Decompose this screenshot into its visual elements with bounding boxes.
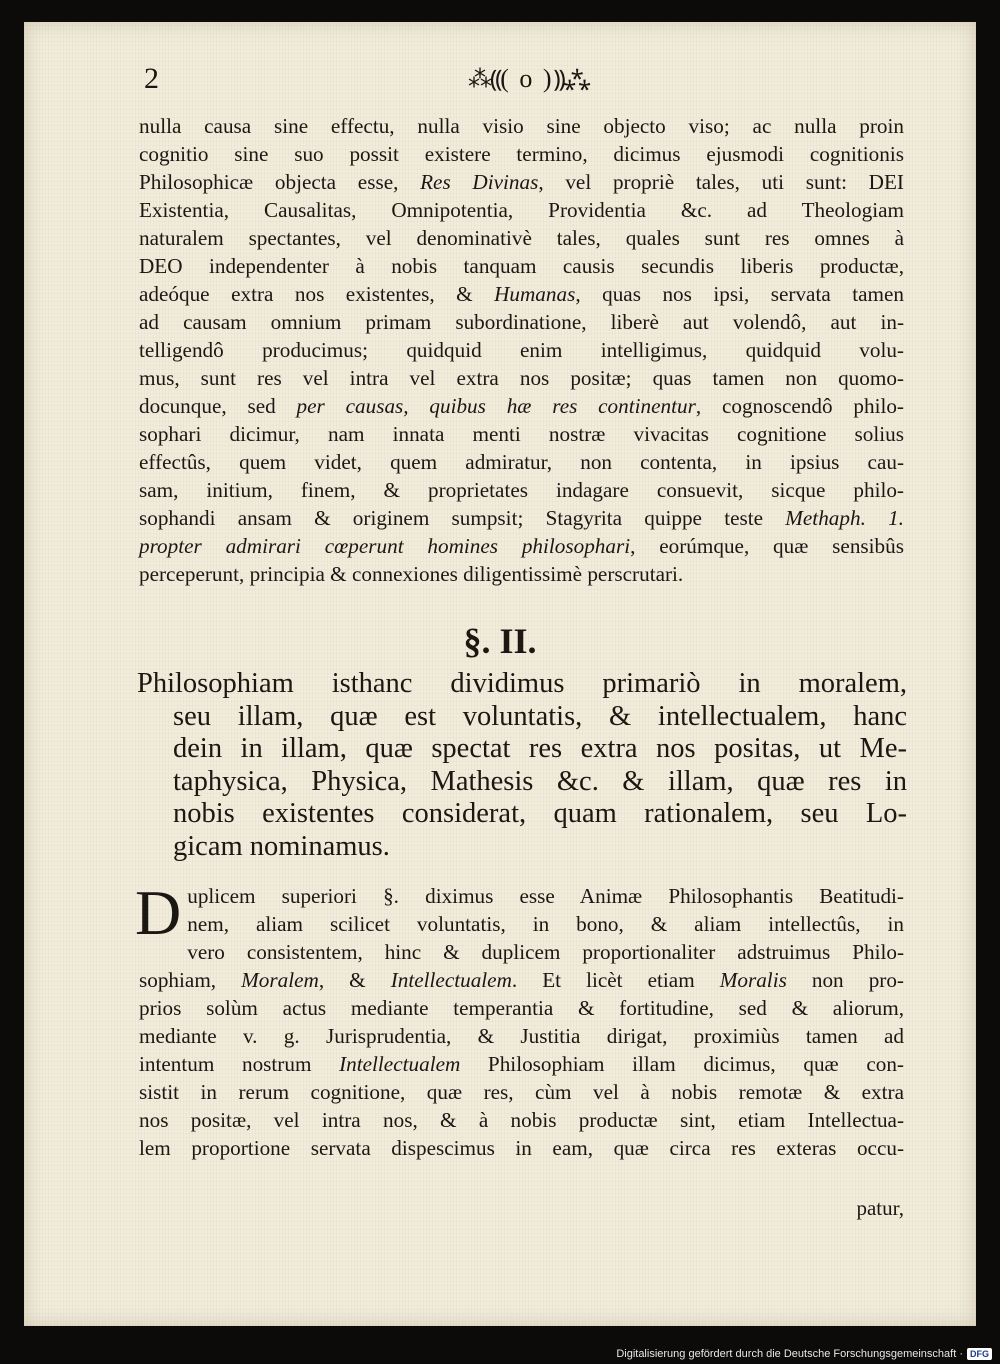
paragraph-1: [139, 112, 904, 588]
text-line: adeóque extra nos existentes, & Humanas, quas nos ipsi, servata tamen: [139, 282, 904, 306]
ornament-left: ⁂⸨: [468, 67, 501, 93]
ornament-right: ⸩⁂: [553, 67, 589, 93]
text-line: propter admirari cœperunt homines philosophari, eorúmque, quæ sensibûs: [139, 534, 904, 558]
text-line: intentum nostrum Intellectualem Philosophiam illam dicimus, quæ con-: [139, 1052, 904, 1076]
thesis-line: gicam nominamus.: [173, 830, 390, 862]
digitization-credit: [616, 1348, 992, 1360]
text-line: sophandi ansam & originem sumpsit; Stagyrita quippe teste Methaph. 1.: [139, 506, 904, 530]
text-line: sam, initium, finem, & proprietates indagare consuevit, sicque philo-: [139, 478, 904, 502]
thesis-line: seu illam, quæ est voluntatis, & intellectualem, hanc: [173, 700, 907, 732]
thesis-line: taphysica, Physica, Mathesis &c. & illam, quæ res in: [173, 765, 907, 797]
text-line: perceperunt, principia & connexiones diligentissimè perscrutari.: [139, 562, 684, 586]
text-line: prios solùm actus mediante temperantia & fortitudine, sed & aliorum,: [139, 996, 904, 1020]
text-line: nem, aliam scilicet voluntatis, in bono, & aliam intellectûs, in: [187, 912, 904, 936]
page-number: 2: [144, 62, 159, 95]
text-line: mus, sunt res vel intra vel extra nos positæ; quas tamen non quomo-: [139, 366, 904, 390]
header-ornament: [468, 62, 589, 95]
text-line: effectûs, quem videt, quem admiratur, non contenta, in ipsius cau-: [139, 450, 904, 474]
ornament-center: ( o ): [500, 64, 554, 93]
drop-cap: D: [135, 877, 182, 948]
text-line: sophiam, Moralem, & Intellectualem. Et licèt etiam Moralis non pro-: [139, 968, 904, 992]
paragraph-2: [135, 877, 904, 1162]
text-line: vero consistentem, hinc & duplicem proportionaliter adstruimus Philo-: [187, 940, 904, 964]
text-line: telligendô producimus; quidquid enim intelligimus, quidquid volu-: [139, 338, 904, 362]
section-heading: §. II.: [463, 621, 537, 661]
text-line: lem proportione servata dispescimus in eam, quæ circa res exteras occu-: [139, 1136, 904, 1160]
text-line: cognitio sine suo possit existere termino, dicimus ejusmodi cognitionis: [139, 142, 904, 166]
text-line: nos positæ, vel intra nos, & à nobis productæ sint, etiam Intellectua-: [139, 1108, 904, 1132]
footer-text: Digitalisierung gefördert durch die Deutsche Forschungsgemeinschaft ·: [616, 1348, 963, 1360]
text-line: sophari dicimur, nam innata menti nostræ vivacitas cognitione solius: [139, 422, 904, 446]
thesis-line: nobis existentes considerat, quam rationalem, seu Lo-: [173, 798, 907, 829]
dfg-logo: DFG: [967, 1348, 992, 1360]
text-line: nulla causa sine effectu, nulla visio sine objecto viso; ac nulla proin: [139, 114, 904, 138]
text-line: docunque, sed per causas, quibus hæ res continentur, cognoscendô philo-: [139, 394, 904, 418]
thesis-statement: [137, 668, 907, 863]
thesis-line: Philosophiam isthanc dividimus primariò in moralem,: [137, 668, 907, 699]
text-line: uplicem superiori §. diximus esse Animæ Philosophantis Beatitudi-: [187, 884, 904, 908]
text-line: mediante v. g. Jurisprudentia, & Justitia dirigat, proximiùs tamen ad: [139, 1024, 904, 1048]
catchword: patur,: [856, 1196, 904, 1220]
text-line: sistit in rerum cognitione, quæ res, cùm vel à nobis remotæ & extra: [139, 1080, 904, 1104]
text-line: ad causam omnium primam subordinatione, liberè aut volendô, aut in-: [139, 310, 904, 334]
thesis-line: dein in illam, quæ spectat res extra nos positas, ut Me-: [173, 733, 907, 764]
text-line: Existentia, Causalitas, Omnipotentia, Providentia &c. ad Theologiam: [139, 198, 904, 222]
text-line: DEO independenter à nobis tanquam causis secundis liberis productæ,: [139, 254, 904, 278]
text-line: Philosophicæ objecta esse, Res Divinas, vel propriè tales, uti sunt: DEI: [139, 170, 904, 194]
text-line: naturalem spectantes, vel denominativè tales, quales sunt res omnes à: [139, 226, 904, 250]
